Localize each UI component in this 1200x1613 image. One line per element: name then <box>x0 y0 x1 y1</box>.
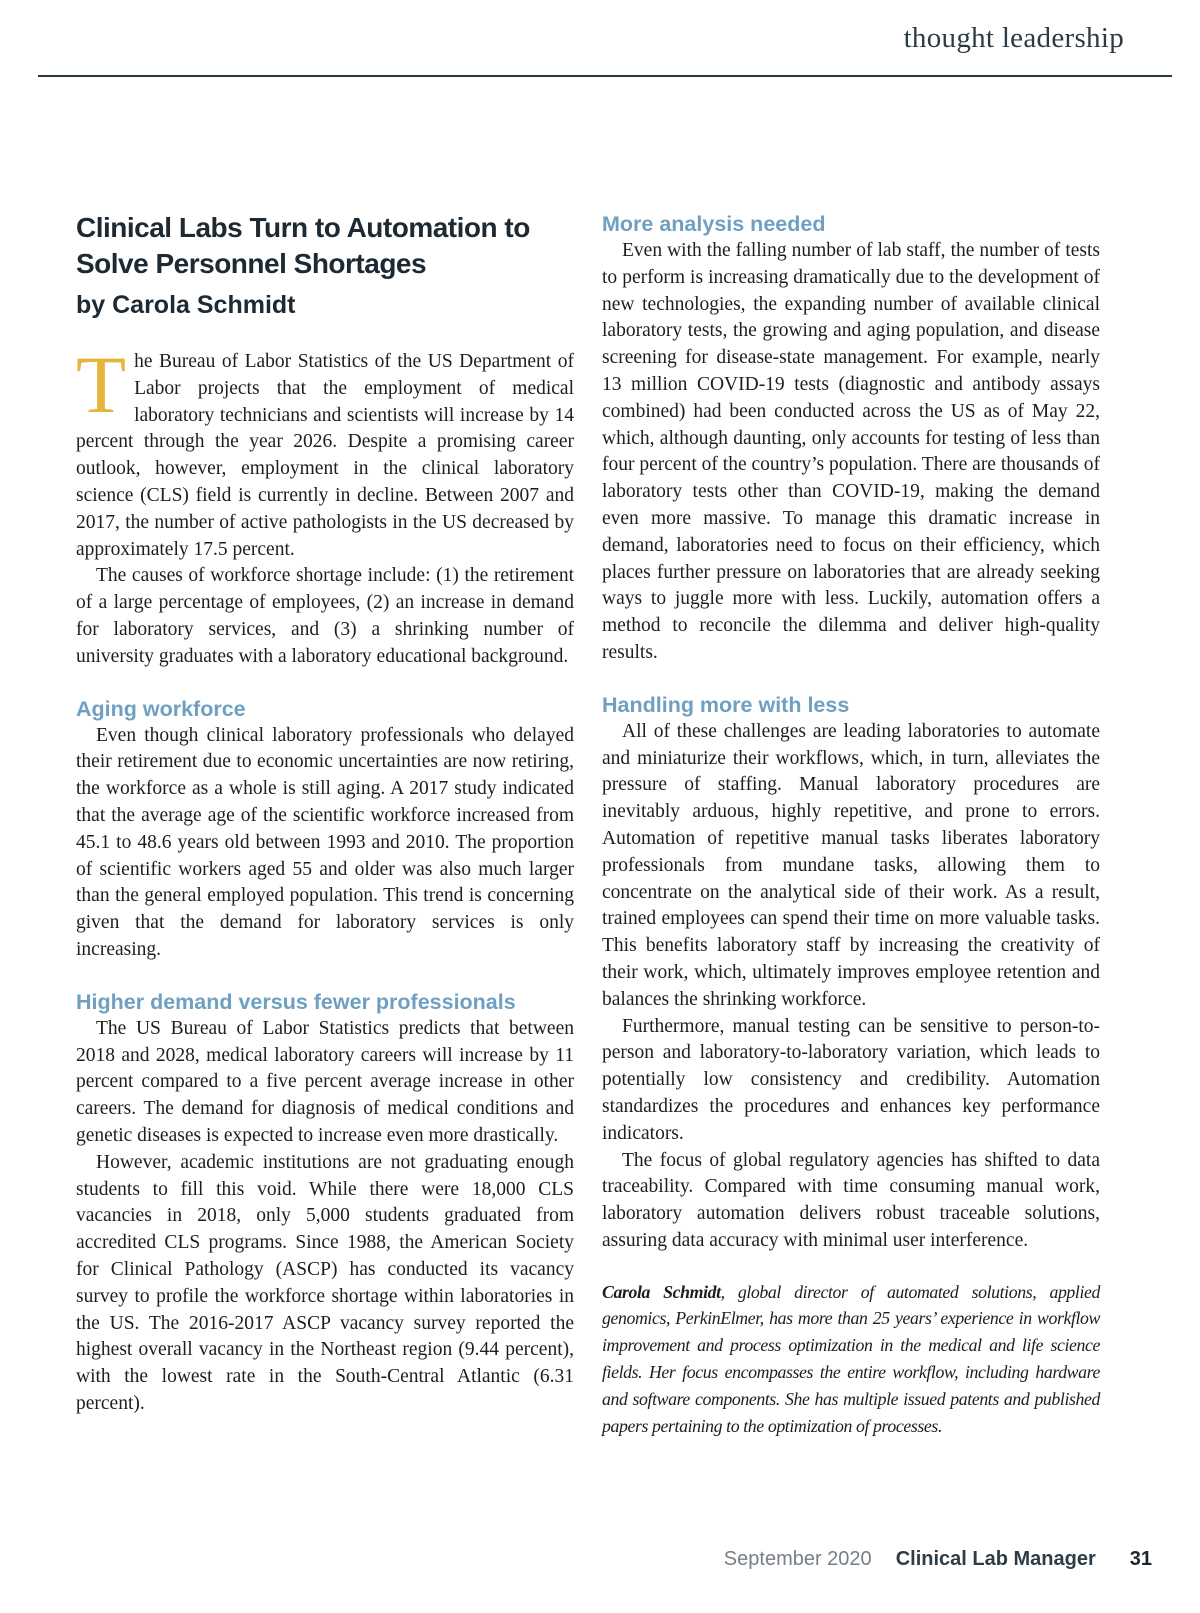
paragraph: Even though clinical laboratory professionals who delayed their retirement due to economic uncertainties are now retiring, the workforce as a whole is still aging. A 2017 study indicated that the average age of the scientific workforce increased from 45.1 to 48.6 years old between 1993 and 2010. The proportion of scientific workers aged 55 and older was also much larger than the general employed population. This trend is concerning given that the demand for laboratory services is only increasing. <box>76 724 574 960</box>
lead-text: he Bureau of Labor Statistics of the US Department of Labor projects that the employment of medical laboratory technicians and scientists will increase by 14 percent through the year 2026. Despite a promising career outlook, however, employment in the clinical laboratory science (CLS) field is currently in decline. Between 2007 and 2017, the number of active pathologists in the US decreased by approximately 17.5 percent. <box>76 351 574 560</box>
page-footer <box>724 1548 1152 1571</box>
article-lead <box>76 339 574 671</box>
author-bio-text: , global director of automated solutions, applied genomics, PerkinElmer, has more than 25 years’ experience in workflow improvement and process optimization in the medical and life science fields. Her focus encompasses the entire workflow, including hardware and software components. She has multiple issued patents and published papers pertaining to the optimization of processes. <box>602 1281 1100 1436</box>
section-heading-handling-more: Handling more with less <box>602 692 850 717</box>
section-body-handling-more <box>602 719 1100 1255</box>
lead-paragraph <box>76 339 574 563</box>
drop-cap: T <box>76 339 127 430</box>
paragraph: The focus of global regulatory agencies has shifted to data traceability. Compared with time consuming manual work, laboratory automation delivers robust traceable solutions, assuring data accuracy with minimal user interference. <box>602 1149 1100 1251</box>
left-column <box>76 210 574 1418</box>
article-title: Clinical Labs Turn to Automation to Solve Personnel Shortages <box>76 212 530 279</box>
section-label: thought leadership <box>903 22 1124 54</box>
article-byline: by Carola Schmidt <box>76 291 296 319</box>
issue-date: September 2020 <box>723 1548 872 1570</box>
paragraph: All of these challenges are leading laboratories to automate and miniaturize their workflows, which, in turn, alleviates the pressure of staffing. Manual laboratory procedures are inevitably arduous, highly repetitive, and prone to errors. Automation of repetitive manual tasks liberates laboratory professionals from mundane tasks, allowing them to concentrate on the analytical side of their work. As a result, trained employees can spend their time on more valuable tasks. This benefits laboratory staff by increasing the creativity of their work, which, ultimately improves employee retention and balances the shrinking workforce. <box>602 720 1100 1010</box>
section-body-more-analysis <box>602 238 1100 667</box>
header-divider <box>38 75 1172 77</box>
paragraph: The US Bureau of Labor Statistics predicts that between 2018 and 2028, medical laboratory careers will increase by 11 percent compared to a five percent average increase in other careers. The demand for diagnosis of medical conditions and genetic diseases is expected to increase even more drastically. <box>76 1017 574 1146</box>
paragraph: Even with the falling number of lab staff, the number of tests to perform is increasing dramatically due to the development of new technologies, the expanding number of available clinical laboratory tests, the growing and aging population, and disease screening for disease-state management. For example, nearly 13 million COVID-19 tests (diagnostic and antibody assays combined) had been conducted across the US as of May 22, which, although daunting, only accounts for testing of less than four percent of the country’s population. There are thousands of laboratory tests other than COVID-19, making the demand even more massive. To manage this dramatic increase in demand, laboratories need to focus on their efficiency, which places further pressure on laboratories that are already seeking ways to juggle more with less. Luckily, automation offers a method to reconcile the dilemma and deliver high-quality results. <box>602 240 1100 663</box>
paragraph: However, academic institutions are not graduating enough students to fill this void. While there were 18,000 CLS vacancies in 2018, only 5,000 students graduated from accredited CLS programs. Since 1988, the American Society for Clinical Pathology (ASCP) has conducted its vacancy survey to profile the workforce shortage within laboratories in the US. The 2016-2017 ASCP vacancy survey reported the highest overall vacancy in the Northeast region (9.44 percent), with the lowest rate in the South-Central Atlantic (6.31 percent). <box>76 1151 574 1414</box>
author-bio-name: Carola Schmidt <box>602 1281 721 1302</box>
paragraph: Furthermore, manual testing can be sensitive to person-to-person and laboratory-to-laboratory variation, which leads to potentially low consistency and credibility. Automation standardizes the procedures and enhances key performance indicators. <box>602 1015 1100 1144</box>
section-heading-aging-workforce: Aging workforce <box>76 696 246 721</box>
section-heading-higher-demand: Higher demand versus fewer professionals <box>76 989 516 1014</box>
magazine-name: Clinical Lab Manager <box>895 1548 1096 1570</box>
intro-paragraph-2: The causes of workforce shortage include: (1) the retirement of a large percentage of employees, (2) an increase in demand for laboratory services, and (3) a shrinking number of university graduates with a laboratory educational background. <box>76 565 574 667</box>
page-number: 31 <box>1129 1548 1152 1570</box>
section-body-higher-demand <box>76 1016 574 1418</box>
author-bio <box>602 1279 1100 1440</box>
right-column <box>602 210 1100 1439</box>
section-heading-more-analysis: More analysis needed <box>602 212 826 236</box>
section-body-aging-workforce <box>76 723 574 964</box>
